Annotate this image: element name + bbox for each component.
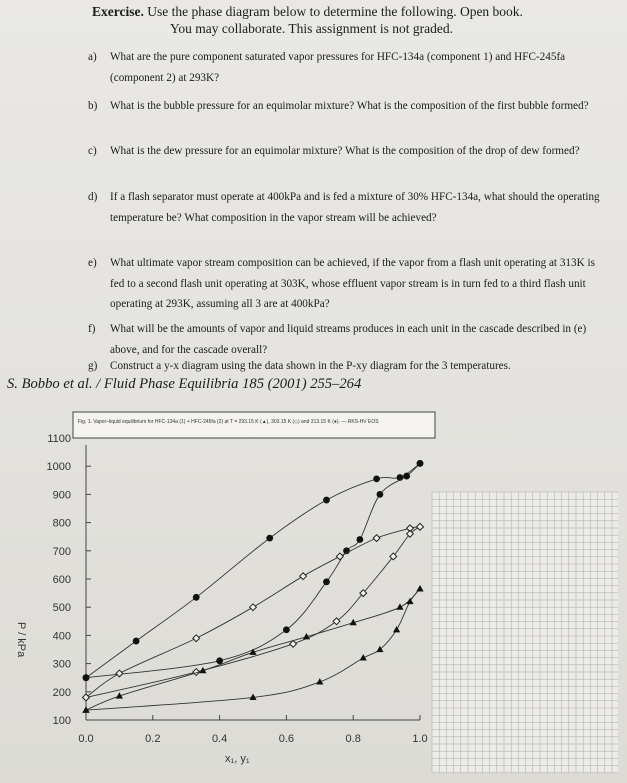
data-point [406,598,413,604]
exercise-label: Exercise. [92,4,144,19]
question-label: c) [88,145,97,157]
y-tick-label: 900 [52,489,71,502]
question-b [88,96,613,137]
pxy-chart-svg [0,400,627,783]
data-point [373,535,380,542]
question-text: What ultimate vapor stream composition can be achieved, if the vapor from a flash unit operating at 313K is fed to a second flash unit operating at 303K, whose effluent vapor stream is in turn fed to a third flash unit operating at 293K, assuming all 3 are at 400kPa? [110,257,595,310]
series-line [86,463,420,677]
data-point [417,460,424,467]
question-text: What is the dew pressure for an equimolar mixture? What is the composition of the drop of dew formed? [110,145,580,157]
data-point [393,626,400,632]
question-text: What are the pure component saturated vapor pressures for HFC-134a (component 1) and HFC-245fa (component 2) at 293K? [110,51,566,84]
graph-paper [432,492,618,773]
data-point [396,603,403,609]
question-label: d) [88,191,98,203]
exercise-subtitle: You may collaborate. This assignment is not graded. [170,21,453,36]
exercise-instruction: Use the phase diagram below to determine the following. Open book. [147,4,523,19]
question-label: g) [88,360,98,372]
question-e [88,253,613,315]
x-axis-label: x₁, y₁ [225,753,250,765]
data-point [116,670,123,677]
y-tick-label: 300 [52,658,71,671]
data-point [417,523,424,530]
figure-citation: S. Bobbo et al. / Fluid Phase Equilibria 185 (2001) 255–264 [7,376,362,392]
series-layer [82,460,423,713]
question-text: What will be the amounts of vapor and liquid streams produces in each unit in the cascade described in (e) above, and for the cascade overall? [110,323,587,356]
caption-box [73,412,435,438]
series-line [86,527,420,698]
y-tick-label: 600 [52,574,71,586]
x-tick-label: 0.2 [145,733,161,745]
series-line [86,463,420,677]
question-label: b) [88,100,98,112]
data-point [216,657,223,664]
x-tick-label: 1.0 [412,733,428,745]
question-label: f) [88,323,96,335]
exercise-title [0,4,621,20]
question-text: If a flash separator must operate at 400kPa and is fed a mixture of 30% HFC-134a, what should the operating temperature be? What composition in the vapor stream will be achieved? [110,191,600,224]
data-point [193,635,200,642]
data-point [323,497,330,504]
data-point [283,626,290,633]
question-label: e) [88,257,97,269]
y-ticks [47,433,91,727]
y-tick-label: 400 [52,630,71,643]
data-point [83,674,90,681]
question-text: What is the bubble pressure for an equimolar mixture? What is the composition of the first bubble formed? [110,100,589,112]
question-text: Construct a y-x diagram using the data shown in the P-xy diagram for the 3 temperatures. [110,360,511,372]
data-point [323,578,330,585]
data-point [373,475,380,482]
figure-caption: Fig. 1. Vapor–liquid equilibrium for HFC-134a (1) + HFC-245fa (2) at T = 293.15 K (▲), 303.15 K (◇) and 313.15 K (●). — RKS-HV EOS [78,419,379,425]
question-label: a) [88,51,97,63]
pxy-chart [0,400,627,783]
data-point [193,594,200,601]
y-tick-label: 200 [52,686,71,699]
x-tick-label: 0.4 [211,733,228,745]
y-tick-label: 500 [52,602,71,615]
data-point [300,573,307,580]
data-point [133,638,140,645]
question-a [88,47,613,88]
y-tick-label: 800 [52,517,71,530]
x-tick-label: 0.6 [278,733,295,745]
question-f [88,319,613,360]
data-point [266,535,273,542]
data-point [336,553,343,560]
series-line [86,527,420,698]
data-point [416,585,423,591]
data-point [250,604,257,611]
data-point [403,473,410,480]
y-tick-label: 1100 [47,433,71,445]
y-axis-label: P / kPa [15,622,27,658]
question-c [88,141,613,182]
data-point [377,491,384,498]
question-d [88,187,613,249]
y-tick-label: 100 [52,715,71,727]
x-tick-label: 0.8 [345,733,361,745]
x-tick-label: 0.0 [78,733,94,745]
question-g [88,356,613,376]
y-tick-label: 700 [52,545,71,558]
data-point [360,654,367,660]
data-point [356,536,363,543]
y-tick-label: 1000 [46,461,71,474]
